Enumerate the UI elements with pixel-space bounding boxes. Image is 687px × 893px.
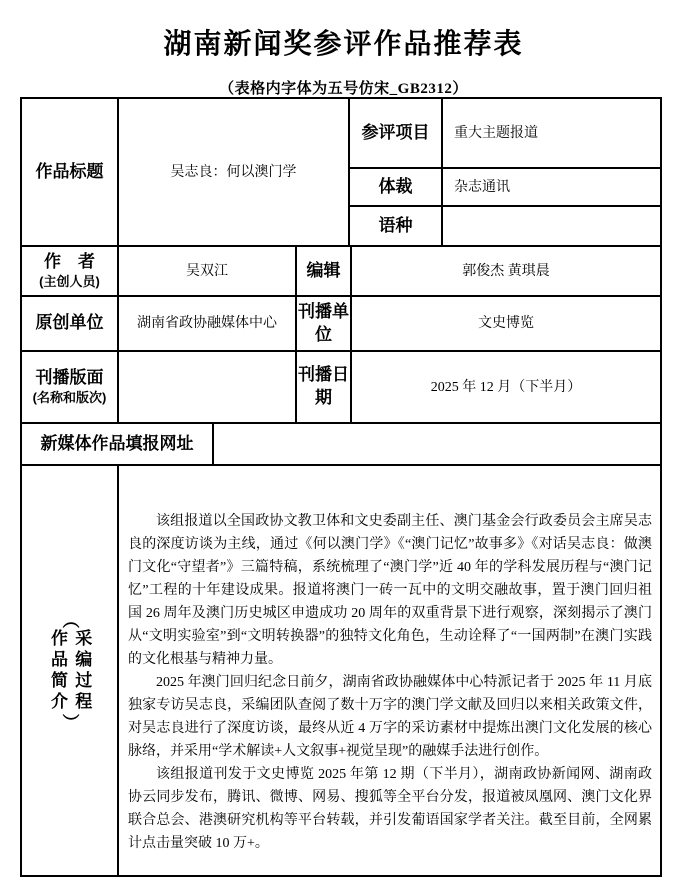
work-title-label: 作品标题 [22, 99, 119, 245]
editor-label: 编辑 [297, 247, 352, 295]
genre-label: 体裁 [350, 169, 443, 205]
recommendation-form-table [20, 97, 662, 877]
origin-unit-label: 原创单位 [22, 297, 119, 350]
publish-page-value [119, 352, 297, 422]
author-value: 吴双江 [119, 247, 297, 295]
category-substack [350, 99, 660, 245]
process-intro-label [47, 613, 93, 729]
new-media-url-value [214, 424, 660, 464]
author-label-cell [22, 247, 119, 295]
publish-unit-value: 文史博览 [478, 316, 534, 331]
process-intro-label-col-left: 作品简介 [48, 628, 67, 713]
process-intro-paren-open: （ [60, 611, 80, 628]
language-value [443, 207, 660, 245]
process-intro-label-cell [22, 466, 119, 875]
language-label: 语种 [350, 207, 443, 245]
editor-value: 郭俊杰 黄琪晨 [462, 263, 550, 279]
origin-unit-value: 湖南省政协融媒体中心 [119, 297, 297, 350]
row-entry-category [350, 99, 660, 169]
process-intro-paren-close: ） [60, 713, 80, 730]
row-publish-page [22, 352, 660, 424]
publish-page-label-cell [22, 352, 119, 422]
process-intro-paragraph-3: 该组报道刊发于文史博览 2025 年第 12 期（下半月），湖南政协新闻网、湖南政协云同步发布，腾讯、微博、网易、搜狐等全平台分发，报道被凤凰网、澳门文化界联合总会、港澳研究机构等平台转载，并引发葡语国家学者关注。截至目前，全网累计点击量突破 10 万+。 [128, 767, 652, 851]
page-subtitle: （表格内字体为五号仿宋_GB2312） [219, 81, 468, 97]
row-genre [350, 169, 660, 207]
publish-unit-label: 刊播单位 [297, 297, 352, 350]
author-sublabel: (主创人员) [39, 274, 100, 290]
process-intro-body [119, 466, 660, 875]
row-new-media-url [22, 424, 660, 466]
row-language [350, 207, 660, 245]
process-intro-paragraph-1: 该组报道以全国政协文教卫体和文史委副主任、澳门基金会行政委员会主席吴志良的深度访谈为主线，通过《何以澳门学》《“澳门记忆”故事多》《对话吴志良：做澳门文化“守望者”》三篇特稿，系统梳理了“澳门学”近 40 年的学科发展历程与“澳门记忆”工程的十年建设成果。报道将澳门一砖一瓦中的文明交融故事，置于澳门回归祖国 26 周年及澳门历史城区申遗成功 20 周年的双重背景下进行观察，深刻揭示了澳门从“文明实验室”到“文明转换器”的独特文化角色，生动诠释了“一国两制”在澳门实践的文化根基与精神力量。 [128, 514, 652, 667]
entry-category-value: 重大主题报道 [454, 125, 538, 141]
publish-page-label: 刊播版面 [35, 368, 104, 388]
publish-date-value: 2025 年 12 月（下半月） [430, 379, 582, 395]
author-label: 作 者 [44, 252, 95, 272]
row-author [22, 247, 660, 297]
work-title-value: 吴志良：何以澳门学 [119, 99, 350, 245]
row-origin-unit [22, 297, 660, 352]
new-media-url-label: 新媒体作品填报网址 [22, 424, 214, 464]
genre-value: 杂志通讯 [454, 179, 510, 195]
row-work-title [22, 99, 660, 247]
row-process-intro [22, 466, 660, 875]
publish-page-sublabel: (名称和版次) [32, 390, 107, 406]
entry-category-label: 参评项目 [350, 99, 443, 167]
page-title: 湖南新闻奖参评作品推荐表 [163, 29, 524, 60]
process-intro-paragraph-2: 2025 年澳门回归纪念日前夕，湖南省政协融媒体中心特派记者于 2025 年 11 月底独家专访吴志良，采编团队查阅了数十万字的澳门学文献及回归以来相关政策文件，对吴志良进行了深度访谈，最终从近 4 万字的采访素材中提炼出澳门文化发展的核心脉络，并采用“学术解读+人文叙事+视觉呈现”的融媒手法进行创作。 [128, 675, 652, 759]
process-intro-label-col-right: 采编过程 [72, 628, 92, 713]
publish-date-label: 刊播日期 [297, 352, 352, 422]
